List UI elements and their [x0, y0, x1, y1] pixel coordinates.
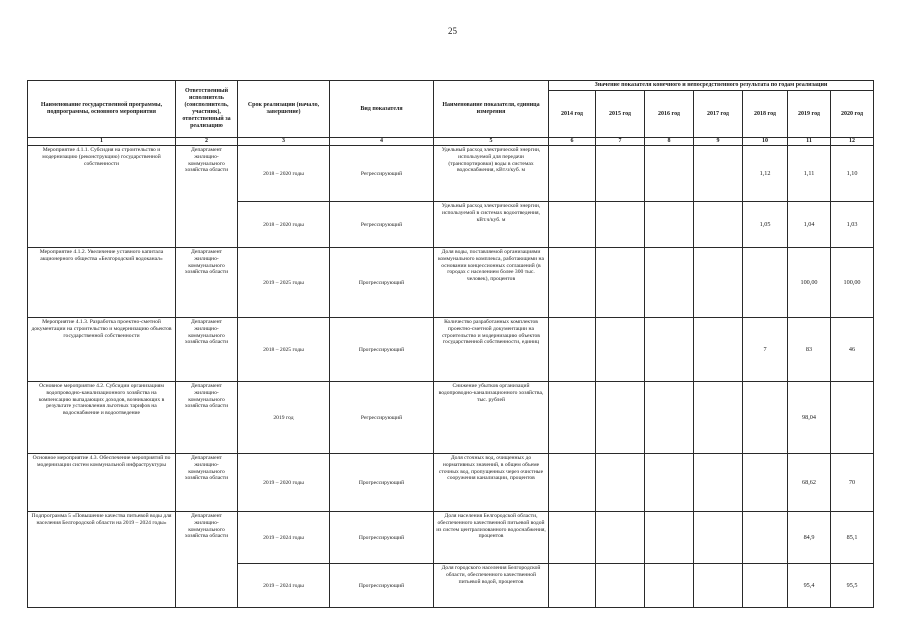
indicator-name: Доля сточных вод, очищенных до нормативных значений, в общем объеме сточных вод, пропущенных через очистные сооружения канализации, процентов	[434, 454, 549, 512]
indicator-value: 7	[743, 318, 788, 382]
term: 2019 – 2020 годы	[238, 454, 330, 512]
column-number: 11	[788, 138, 831, 146]
indicator-value	[596, 512, 645, 564]
indicator-value	[549, 564, 596, 608]
responsible-executor: Департамент жилищно-коммунального хозяйства области	[176, 248, 238, 318]
indicator-kind: Регрессирующий	[330, 202, 434, 248]
header-year: 2015 год	[596, 91, 645, 138]
responsible-executor: Департамент жилищно-коммунального хозяйства области	[176, 318, 238, 382]
term: 2019 – 2024 годы	[238, 564, 330, 608]
responsible-executor: Департамент жилищно-коммунального хозяйства области	[176, 512, 238, 608]
indicator-value	[549, 318, 596, 382]
indicator-value: 46	[831, 318, 874, 382]
table-row	[28, 248, 874, 318]
header-col2: Ответственный исполнитель (соисполнитель, участник), ответственный за реализацию	[176, 81, 238, 138]
term: 2019 – 2025 годы	[238, 248, 330, 318]
column-number: 5	[434, 138, 549, 146]
indicator-kind: Прогрессирующий	[330, 512, 434, 564]
indicator-value: 98,04	[788, 382, 831, 454]
header-year: 2016 год	[645, 91, 694, 138]
table-row	[28, 512, 874, 564]
indicator-value	[743, 512, 788, 564]
column-number: 3	[238, 138, 330, 146]
indicator-value	[743, 248, 788, 318]
table-row	[28, 146, 874, 202]
indicator-value: 100,00	[831, 248, 874, 318]
header-col3: Срок реализации (начало, завершение)	[238, 81, 330, 138]
column-number: 12	[831, 138, 874, 146]
indicator-value	[596, 318, 645, 382]
indicator-value: 1,12	[743, 146, 788, 202]
table-row	[28, 454, 874, 512]
indicator-kind: Прогрессирующий	[330, 318, 434, 382]
column-number: 7	[596, 138, 645, 146]
header-year: 2014 год	[549, 91, 596, 138]
indicator-value	[694, 248, 743, 318]
header-year: 2020 год	[831, 91, 874, 138]
indicator-value	[596, 382, 645, 454]
header-year: 2019 год	[788, 91, 831, 138]
program-name: Подпрограмма 5 «Повышение качества питьевой воды для населения Белгородской области на 2019 – 2024 годы»	[28, 512, 176, 608]
indicator-value	[549, 202, 596, 248]
column-number: 2	[176, 138, 238, 146]
indicator-value: 70	[831, 454, 874, 512]
indicator-value: 1,10	[831, 146, 874, 202]
header-col4: Вид показателя	[330, 81, 434, 138]
indicator-value: 1,03	[831, 202, 874, 248]
term: 2018 – 2020 годы	[238, 202, 330, 248]
indicator-value	[694, 512, 743, 564]
indicator-name: Снижение убытков организаций водопроводно-канализационного хозяйства, тыс. рублей	[434, 382, 549, 454]
term: 2019 год	[238, 382, 330, 454]
indicator-value: 1,05	[743, 202, 788, 248]
indicator-value	[549, 512, 596, 564]
indicator-value: 100,00	[788, 248, 831, 318]
indicator-value	[645, 382, 694, 454]
indicator-value	[596, 202, 645, 248]
program-name: Мероприятие 4.1.1. Субсидия на строительство и модернизацию (реконструкцию) государственной собственности	[28, 146, 176, 248]
indicator-value: 95,4	[788, 564, 831, 608]
indicator-value	[549, 382, 596, 454]
indicator-value: 68,62	[788, 454, 831, 512]
indicators-table	[27, 80, 874, 608]
indicator-value	[694, 202, 743, 248]
header-year: 2018 год	[743, 91, 788, 138]
term: 2019 – 2024 годы	[238, 512, 330, 564]
indicator-value	[694, 454, 743, 512]
indicator-value	[596, 454, 645, 512]
indicator-value	[743, 382, 788, 454]
indicator-name: Доля городского населения Белгородской области, обеспеченного качественной питьевой водой, процентов	[434, 564, 549, 608]
column-number: 4	[330, 138, 434, 146]
header-col1: Наименование государственной программы, подпрограммы, основного мероприятия	[28, 81, 176, 138]
term: 2018 – 2025 годы	[238, 318, 330, 382]
indicator-kind: Регрессирующий	[330, 146, 434, 202]
program-name: Мероприятие 4.1.2. Увеличение уставного капитала акционерного общества «Белгородский водоканал»	[28, 248, 176, 318]
indicator-value	[694, 382, 743, 454]
indicator-value	[743, 454, 788, 512]
indicator-value	[596, 146, 645, 202]
indicator-value	[645, 318, 694, 382]
program-name: Мероприятие 4.1.3. Разработка проектно-сметной документации на строительство и модернизацию объектов государственной собственности	[28, 318, 176, 382]
indicator-value: 84,9	[788, 512, 831, 564]
header-year: 2017 год	[694, 91, 743, 138]
column-number: 9	[694, 138, 743, 146]
column-number: 1	[28, 138, 176, 146]
indicator-value	[645, 454, 694, 512]
indicator-value	[645, 146, 694, 202]
indicator-value	[645, 512, 694, 564]
indicator-value	[645, 564, 694, 608]
indicator-value	[549, 248, 596, 318]
indicator-value: 1,11	[788, 146, 831, 202]
indicator-value: 95,5	[831, 564, 874, 608]
program-name: Основное мероприятие 4.3. Обеспечение мероприятий по модернизации систем коммунальной инфраструктуры	[28, 454, 176, 512]
responsible-executor: Департамент жилищно-коммунального хозяйства области	[176, 382, 238, 454]
indicator-name: Доля воды, поставляемой организациями коммунального комплекса, работающими на основании концессионных соглашений (в городах с населением более 300 тыс. человек), процентов	[434, 248, 549, 318]
responsible-executor: Департамент жилищно-коммунального хозяйства области	[176, 146, 238, 248]
page-number: 25	[448, 26, 457, 36]
indicator-value	[645, 248, 694, 318]
indicator-value	[645, 202, 694, 248]
indicator-value	[694, 318, 743, 382]
indicator-value: 1,04	[788, 202, 831, 248]
indicator-name: Удельный расход электрической энергии, используемой для передачи (транспортировки) воды в системах водоснабжения, кВт.ч/куб. м	[434, 146, 549, 202]
indicator-kind: Прогрессирующий	[330, 564, 434, 608]
indicator-value	[694, 146, 743, 202]
indicator-value	[596, 248, 645, 318]
indicator-kind: Прогрессирующий	[330, 248, 434, 318]
column-number: 6	[549, 138, 596, 146]
indicator-kind: Прогрессирующий	[330, 454, 434, 512]
indicator-value	[743, 564, 788, 608]
indicator-name: Удельный расход электрической энергии, используемой в системах водоотведения, кВт.ч/куб. м	[434, 202, 549, 248]
term: 2018 – 2020 годы	[238, 146, 330, 202]
column-number: 10	[743, 138, 788, 146]
indicator-value: 85,1	[831, 512, 874, 564]
responsible-executor: Департамент жилищно-коммунального хозяйства области	[176, 454, 238, 512]
indicator-value	[549, 146, 596, 202]
indicator-name: Количество разработанных комплектов проектно-сметной документации на строительство и модернизацию объектов государственной собственности, единиц	[434, 318, 549, 382]
indicator-value	[549, 454, 596, 512]
program-name: Основное мероприятие 4.2. Субсидии организациям водопроводно-канализационного хозяйства на компенсацию выпадающих доходов, возникающих в результате установления льготных тарифов на водоснабжение и водоотведение	[28, 382, 176, 454]
header-group: Значение показателя конечного и непосредственного результата по годам реализации	[549, 81, 874, 91]
table-row	[28, 382, 874, 454]
indicator-value	[831, 382, 874, 454]
indicator-value: 83	[788, 318, 831, 382]
indicator-value	[694, 564, 743, 608]
header-col5: Наименование показателя, единица измерения	[434, 81, 549, 138]
indicator-kind: Регрессирующий	[330, 382, 434, 454]
table-row	[28, 318, 874, 382]
indicator-value	[596, 564, 645, 608]
column-number: 8	[645, 138, 694, 146]
indicator-name: Доля населения Белгородской области, обеспеченного качественной питьевой водой из систем централизованного водоснабжения, процентов	[434, 512, 549, 564]
